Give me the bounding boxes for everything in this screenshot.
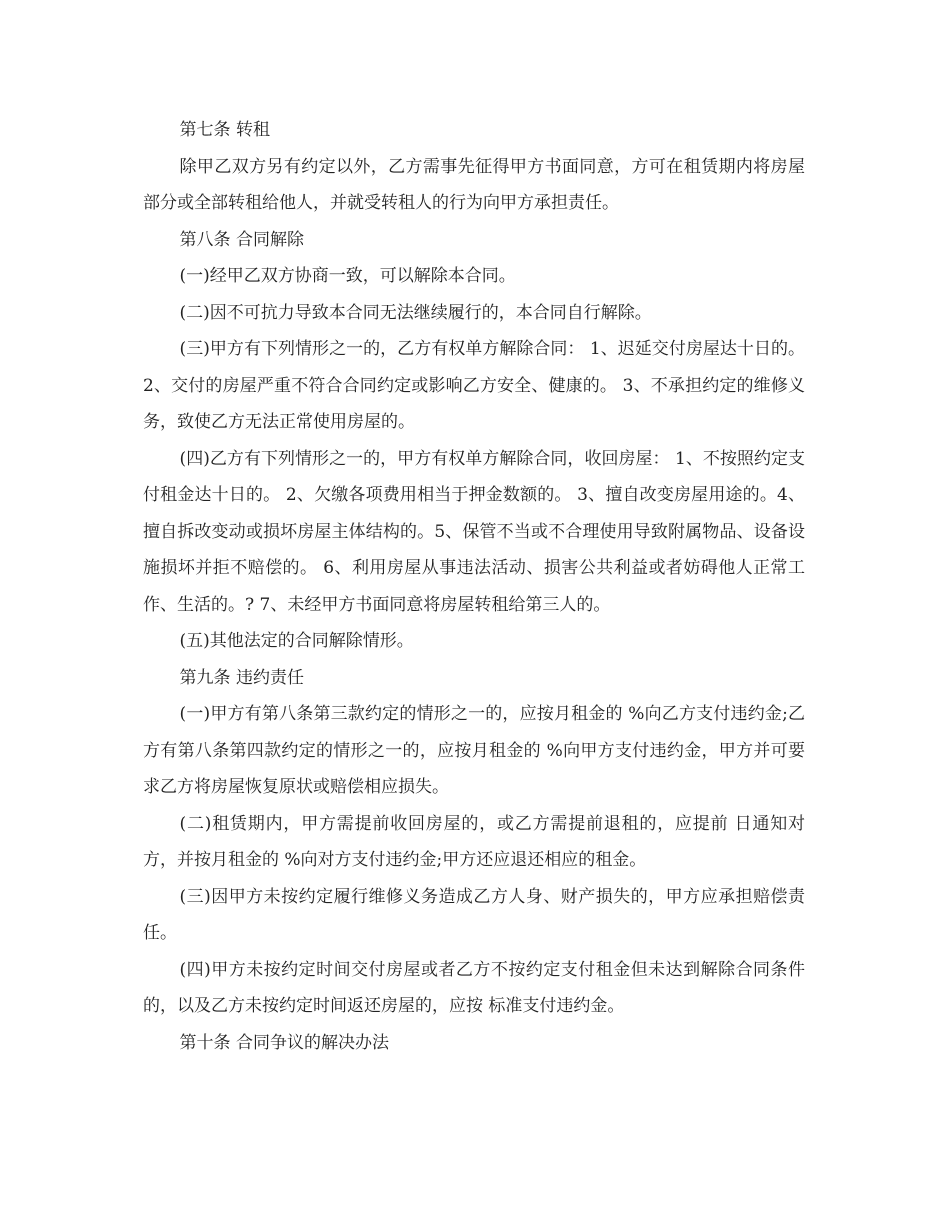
document-body [143, 112, 805, 1061]
article-8-clause-1: (一)经甲乙双方协商一致，可以解除本合同。 [179, 266, 516, 286]
article-8-clause-3: (三)甲方有下列情形之一的，乙方有权单方解除合同： 1、迟延交付房屋达十日的。2、交付的房屋严重不符合合同约定或影响乙方安全、健康的。 3、不承担约定的维修义务，致使乙方无法正常使用房屋的。 [143, 339, 805, 432]
article-8-clause-4: (四)乙方有下列情形之一的，甲方有权单方解除合同，收回房屋： 1、不按照约定支付租金达十日的。 2、欠缴各项费用相当于押金数额的。 3、擅自改变房屋用途的。4、擅自拆改变动或损坏房屋主体结构的。5、保管不当或不合理使用导致附属物品、设备设施损坏并拒不赔偿的。 6、利用房屋从事违法活动、损害公共利益或者妨碍他人正常工作、生活的。? 7、未经甲方书面同意将房屋转租给第三人的。 [143, 448, 805, 615]
article-9-clause-4: (四)甲方未按约定时间交付房屋或者乙方不按约定支付租金但未达到解除合同条件的，以及乙方未按约定时间返还房屋的，应按 标准支付违约金。 [143, 959, 805, 1016]
article-8-clause-5: (五)其他法定的合同解除情形。 [179, 631, 414, 651]
article-10-heading: 第十条 合同争议的解决办法 [179, 1032, 389, 1053]
article-9-clause-2: (二)租赁期内，甲方需提前收回房屋的，或乙方需提前退租的，应提前 日通知对方，并按月租金的 %向对方支付违约金;甲方还应退还相应的租金。 [143, 813, 805, 870]
article-9-clause-1: (一)甲方有第八条第三款约定的情形之一的，应按月租金的 %向乙方支付违约金;乙方有第八条第四款约定的情形之一的，应按月租金的 %向甲方支付违约金，甲方并可要求乙方将房屋恢复原状或赔偿相应损失。 [143, 704, 805, 797]
article-9-heading: 第九条 违约责任 [179, 667, 304, 688]
article-8-clause-2: (二)因不可抗力导致本合同无法继续履行的，本合同自行解除。 [179, 302, 652, 323]
article-8-heading: 第八条 合同解除 [179, 229, 304, 250]
article-9-clause-3: (三)因甲方未按约定履行维修义务造成乙方人身、财产损失的，甲方应承担赔偿责任。 [143, 886, 805, 943]
article-7-body: 除甲乙双方另有约定以外，乙方需事先征得甲方书面同意，方可在租赁期内将房屋部分或全部转租给他人，并就受转租人的行为向甲方承担责任。 [143, 156, 805, 213]
article-7-heading: 第七条 转租 [179, 120, 270, 140]
